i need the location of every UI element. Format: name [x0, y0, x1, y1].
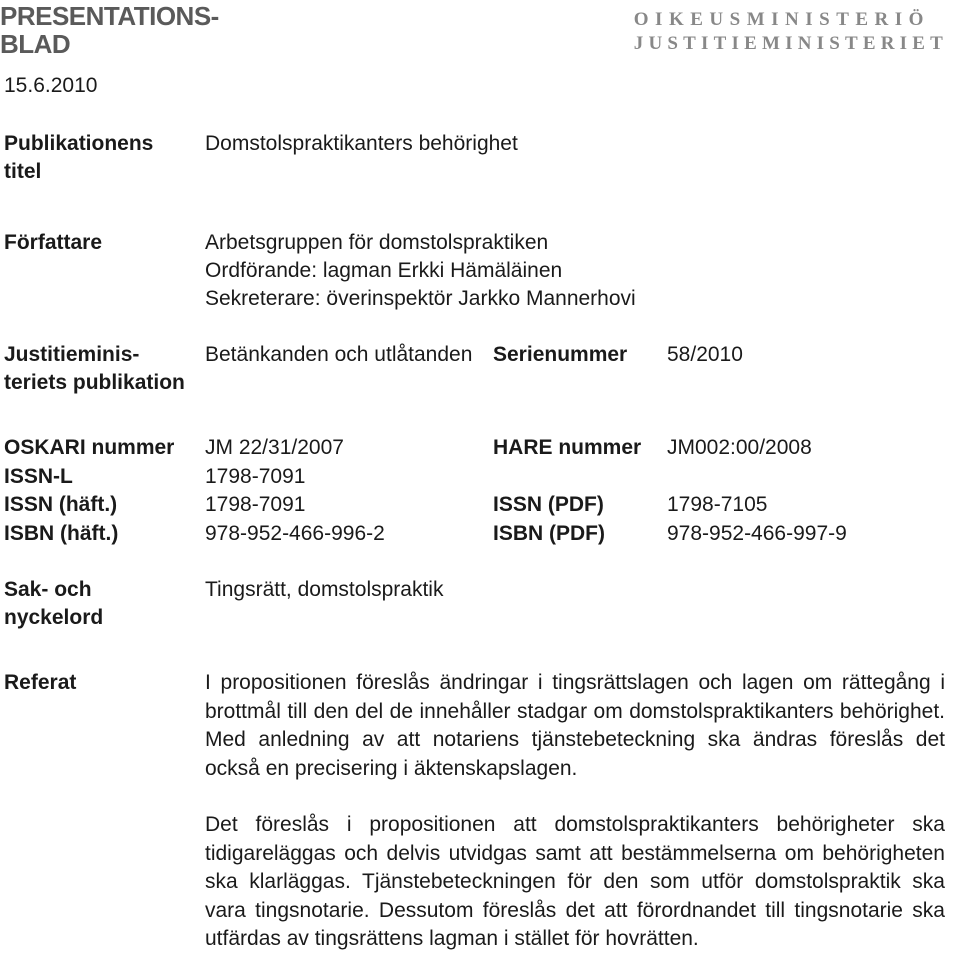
document-type-title — [0, 2, 219, 58]
identifier-label-2: HARE nummer — [493, 436, 642, 459]
author-label: Författare — [4, 231, 103, 254]
identifier-value-2: 978-952-466-997-9 — [667, 521, 847, 545]
identifier-row — [4, 520, 847, 549]
identifier-label: ISBN (häft.) — [4, 521, 119, 545]
abstract-paragraph-2: Det föreslås i propositionen att domstolspraktikanters behörigheter ska tidigareläggas och delvis utvidgas samt att bestämmelserna om behörigheten ska klarläggas. Tjänstebeteckningen för den som utför domstolspraktik ska vara tingsnotarie. Dessutom föreslås det att förordnandet till tingsnotarie ska utfärdas av tingsrättens lagman i stället för hovrätten. — [205, 813, 945, 951]
document-type-line1: PRESENTATIONS- — [0, 1, 219, 31]
ministry-logo — [634, 8, 948, 56]
identifier-value-2: JM002:00/2008 — [667, 436, 812, 459]
author-block — [205, 229, 636, 313]
ministry-publication-label-line2: teriets publikation — [4, 371, 185, 394]
abstract-label: Referat — [4, 671, 77, 694]
identifier-value: 978-952-466-996-2 — [205, 521, 385, 545]
author-line: Sekreterare: överinspektör Jarkko Mannerhovi — [205, 287, 636, 310]
identifier-label-2 — [493, 463, 667, 492]
abstract-paragraph-1: I propositionen föreslås ändringar i tingsrättslagen och lagen om rättegång i brottmål till den del de innehåller stadgar om domstolspraktikanters behörighet. Med anledning av att notariens tjänstebeteckning ska ändras föreslås det också en precisering i äktenskapslagen. — [205, 671, 945, 780]
identifier-label: ISSN (häft.) — [4, 493, 118, 516]
ministry-publication-label — [4, 341, 185, 397]
identifier-row — [4, 491, 847, 520]
identifier-row — [4, 434, 847, 463]
identifier-value: JM 22/31/2007 — [205, 436, 344, 459]
author-line: Ordförande: lagman Erkki Hämäläinen — [205, 259, 563, 282]
keywords-label — [4, 576, 103, 632]
identifier-label-2: ISSN (PDF) — [493, 493, 604, 516]
ministry-name-swedish: JUSTITIEMINISTERIET — [633, 33, 948, 54]
publication-title-label-line1: Publikationens — [4, 132, 154, 155]
publication-title-label-line2: titel — [4, 160, 42, 183]
identifier-label: OSKARI nummer — [4, 436, 175, 459]
identifier-row — [4, 463, 847, 492]
ministry-name-finnish: OIKEUSMINISTERIÖ — [633, 9, 930, 30]
document-type-line2: BLAD — [0, 29, 71, 59]
ministry-publication-label-line1: Justitieminis- — [4, 343, 140, 366]
identifier-value-2 — [667, 463, 847, 492]
document-date: 15.6.2010 — [4, 74, 98, 97]
identifier-value: 1798-7091 — [205, 493, 306, 516]
keywords-label-line1: Sak- och — [4, 578, 92, 601]
identifier-label-2: ISBN (PDF) — [493, 521, 605, 545]
identifiers-table — [4, 434, 847, 548]
identifier-label: ISSN-L — [4, 464, 73, 488]
publication-title-label — [4, 130, 153, 186]
ministry-publication-value: Betänkanden och utlåtanden — [205, 343, 473, 366]
identifier-value-2: 1798-7105 — [667, 493, 768, 516]
identifier-value: 1798-7091 — [205, 464, 306, 488]
series-number-label: Serienummer — [493, 343, 628, 366]
series-number-value: 58/2010 — [667, 343, 743, 366]
keywords-label-line2: nyckelord — [4, 606, 104, 629]
publication-title-value: Domstolspraktikanters behörighet — [205, 132, 518, 155]
author-line: Arbetsgruppen för domstolspraktiken — [205, 231, 549, 254]
keywords-value: Tingsrätt, domstolspraktik — [205, 578, 444, 601]
